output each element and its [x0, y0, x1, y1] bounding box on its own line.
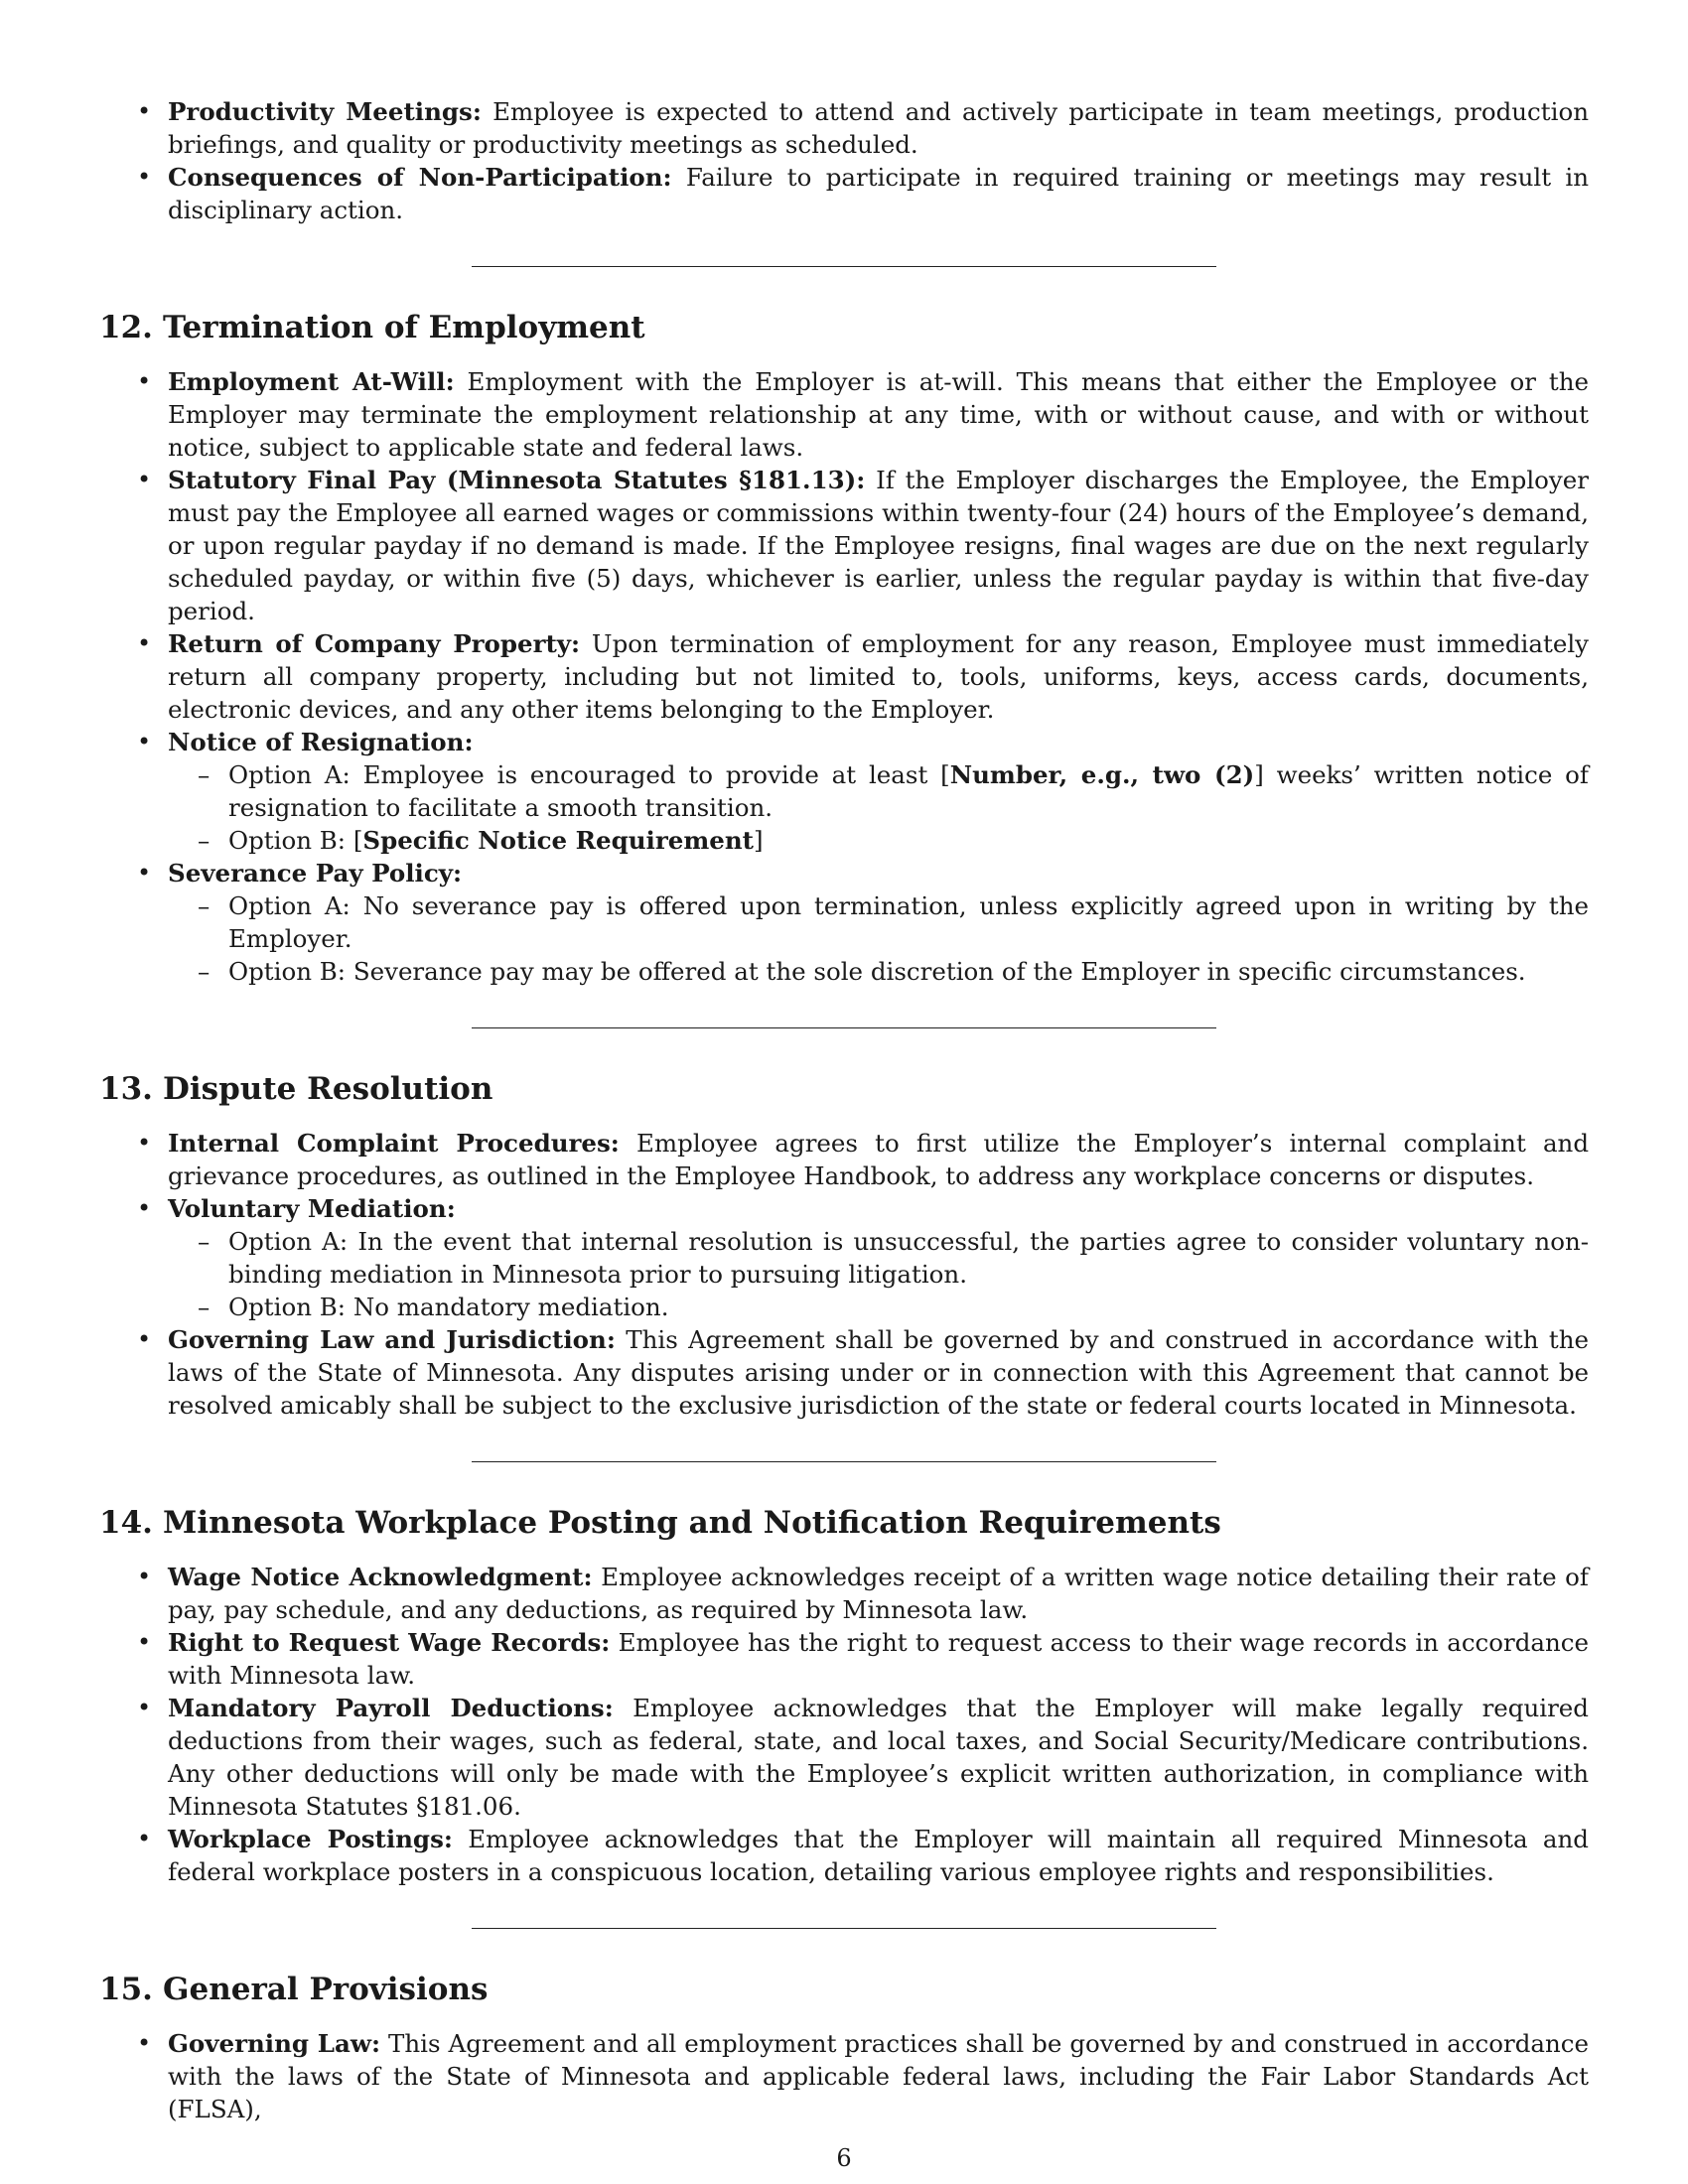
item-label: Right to Request Wage Records:: [168, 1628, 611, 1657]
section-number: 15.: [99, 1972, 153, 2007]
list-item: [99, 95, 1589, 161]
list-item: [99, 365, 1589, 464]
list-item: [99, 726, 1589, 857]
item-label: Voluntary Mediation:: [168, 1194, 456, 1223]
option-text: Option A: In the event that internal resolution is unsuccessful, the parties agree to consider voluntary non-binding mediation in Minnesota prior to pursuing litigation.: [228, 1227, 1589, 1289]
section-number: 14.: [99, 1505, 153, 1541]
section-number: 13.: [99, 1071, 153, 1107]
item-label: Workplace Postings:: [168, 1825, 453, 1853]
list-item: [99, 1323, 1589, 1422]
list-item: [99, 1192, 1589, 1323]
option-text-end: ] weeks’ written notice of resignation to facilitate a smooth transition.: [228, 760, 1590, 822]
item-label: Productivity Meetings:: [168, 97, 482, 126]
item-text: Employee acknowledges that the Employer will make legally required deductions from their wages, such as federal, state, and local taxes, and Social Security/Medicare contributions. Any other deductions will only be made with the Employee’s explicit written authorization, in compliance with Minnesota Statutes §181.06.: [168, 1694, 1589, 1821]
option-item: [168, 1291, 1589, 1323]
section-title: Termination of Employment: [163, 310, 645, 345]
item-text: Employee agrees to first utilize the Employer’s internal complaint and grievance procedures, as outlined in the Employee Handbook, to address any workplace concerns or disputes.: [168, 1129, 1590, 1190]
option-placeholder: Specific Notice Requirement: [362, 826, 755, 855]
option-placeholder: Number, e.g., two (2): [949, 760, 1255, 789]
item-text: Employee is expected to attend and actively participate in team meetings, production briefings, and quality or productivity meetings as scheduled.: [168, 97, 1589, 159]
item-text: Employee acknowledges receipt of a written wage notice detailing their rate of pay, pay schedule, and any deductions, as required by Minnesota law.: [168, 1563, 1589, 1624]
section-heading-14: [99, 1504, 1589, 1542]
option-text: Option A: Employee is encouraged to provide at least [: [228, 760, 950, 789]
option-list: [168, 1225, 1589, 1323]
section-heading-13: [99, 1070, 1589, 1108]
list-item: [99, 627, 1589, 726]
section-title: General Provisions: [163, 1972, 489, 2007]
item-label: Notice of Resignation:: [168, 728, 474, 756]
item-text: If the Employer discharges the Employee, the Employer must pay the Employee all earned wages or commissions within twenty-four (24) hours of the Employee’s demand, or upon regular payday if no demand is made. If the Employee resigns, final wages are due on the next regularly scheduled payday, or within five (5) days, whichever is earlier, unless the regular payday is within that five-day period.: [168, 466, 1589, 625]
item-text: Failure to participate in required training or meetings may result in disciplinary action.: [168, 163, 1590, 224]
option-text: Option B: No mandatory mediation.: [228, 1293, 669, 1321]
section-number: 12.: [99, 310, 153, 345]
list-item: [99, 1692, 1589, 1823]
option-list: [168, 758, 1589, 857]
section-14-list: [99, 1561, 1589, 1888]
item-text: Employee has the right to request access to their wage records in accordance with Minnesota law.: [168, 1628, 1590, 1690]
option-item: [168, 955, 1589, 988]
list-item: [99, 161, 1589, 226]
item-label: Statutory Final Pay (Minnesota Statutes §181.13):: [168, 466, 866, 494]
list-item: [99, 464, 1589, 627]
document-page: [99, 95, 1589, 2125]
item-label: Governing Law and Jurisdiction:: [168, 1325, 616, 1354]
item-label: Internal Complaint Procedures:: [168, 1129, 620, 1158]
option-item: [168, 889, 1589, 955]
section-title: Minnesota Workplace Posting and Notification Requirements: [163, 1505, 1221, 1541]
option-text-end: ]: [754, 826, 764, 855]
top-list: [99, 95, 1589, 226]
list-item: [99, 1561, 1589, 1626]
section-12-list: [99, 365, 1589, 988]
section-heading-15: [99, 1971, 1589, 2008]
section-15-list: [99, 2027, 1589, 2125]
list-item: [99, 1823, 1589, 1888]
item-label: Severance Pay Policy:: [168, 859, 463, 887]
section-heading-12: [99, 309, 1589, 346]
option-text: Option B: [: [228, 826, 363, 855]
section-13-list: [99, 1127, 1589, 1422]
item-label: Employment At-Will:: [168, 367, 455, 396]
section-divider: [472, 1027, 1216, 1028]
item-text: Upon termination of employment for any reason, Employee must immediately return all company property, including but not limited to, tools, uniforms, keys, access cards, documents, electronic devices, and any other items belonging to the Employer.: [168, 629, 1589, 724]
list-item: [99, 2027, 1589, 2125]
section-divider: [472, 266, 1216, 267]
option-item: [168, 758, 1589, 824]
option-text: Option B: Severance pay may be offered at the sole discretion of the Employer in specific circumstances.: [228, 957, 1526, 986]
item-label: Wage Notice Acknowledgment:: [168, 1563, 593, 1591]
item-text: Employment with the Employer is at-will. This means that either the Employee or the Employer may terminate the employment relationship at any time, with or without cause, and with or without notice, subject to applicable state and federal laws.: [168, 367, 1589, 462]
item-label: Return of Company Property:: [168, 629, 581, 658]
item-label: Governing Law:: [168, 2029, 381, 2058]
item-text: Employee acknowledges that the Employer will maintain all required Minnesota and federal workplace posters in a conspicuous location, detailing various employee rights and responsibilities.: [168, 1825, 1589, 1886]
option-item: [168, 824, 1589, 857]
item-text: This Agreement shall be governed by and construed in accordance with the laws of the State of Minnesota. Any disputes arising under or in connection with this Agreement that cannot be resolved amicably shall be subject to the exclusive jurisdiction of the state or federal courts located in Minnesota.: [168, 1325, 1590, 1420]
page-number: 6: [836, 2144, 852, 2172]
item-text: This Agreement and all employment practices shall be governed by and construed in accordance with the laws of the State of Minnesota and applicable federal laws, including the Fair Labor Standards Act (FLSA),: [168, 2029, 1589, 2123]
section-divider: [472, 1461, 1216, 1462]
item-label: Mandatory Payroll Deductions:: [168, 1694, 614, 1722]
item-label: Consequences of Non-Participation:: [168, 163, 672, 192]
option-list: [168, 889, 1589, 988]
option-text: Option A: No severance pay is offered upon termination, unless explicitly agreed upon in writing by the Employer.: [228, 891, 1589, 953]
list-item: [99, 857, 1589, 988]
list-item: [99, 1626, 1589, 1692]
option-item: [168, 1225, 1589, 1291]
list-item: [99, 1127, 1589, 1192]
section-title: Dispute Resolution: [163, 1071, 493, 1107]
section-divider: [472, 1928, 1216, 1929]
